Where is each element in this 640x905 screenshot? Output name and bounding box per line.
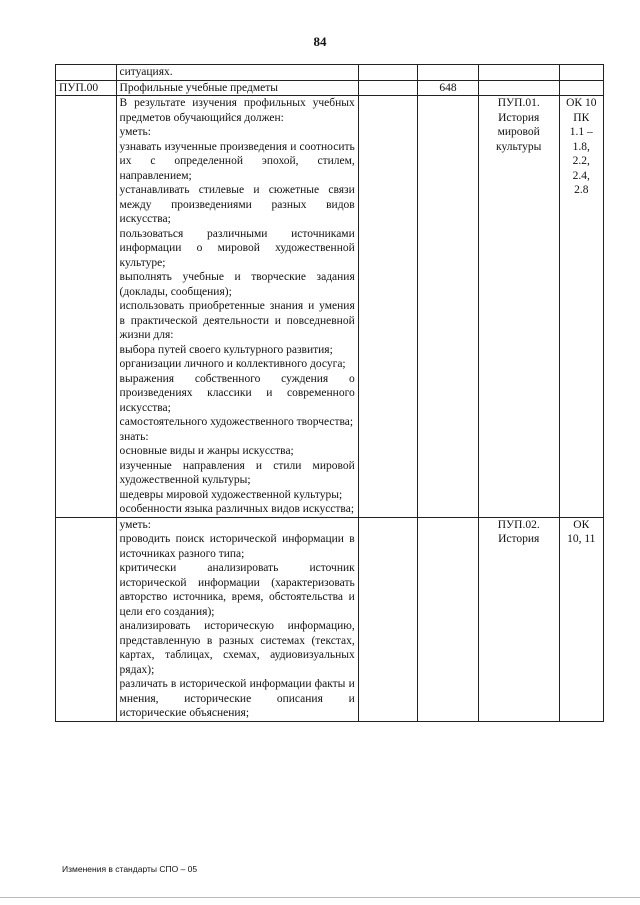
competence-line: 10, 11 — [567, 533, 596, 545]
content-line: ситуациях. — [119, 66, 173, 78]
row-reference-cell — [478, 96, 559, 518]
competence-line: 2.2, — [572, 155, 590, 167]
competence-line: ОК — [573, 518, 590, 531]
row-col3-cell — [358, 65, 418, 81]
reference-line: ПУП.01. — [497, 97, 540, 109]
competence-line: 1.1 – — [569, 126, 593, 138]
reference-line: История — [498, 111, 540, 124]
content-line: В результате изучения профильных учебных предметов обучающийся должен: — [119, 97, 355, 124]
reference-line: мировой — [497, 126, 540, 138]
content-line: особенности языка различных видов искусства; — [119, 503, 355, 515]
page-bottom-edge — [0, 897, 640, 898]
table-row — [56, 96, 604, 518]
content-line: пользоваться различными источниками информации о мировой художественной культуре; — [119, 227, 355, 269]
row-col3-cell — [358, 80, 418, 96]
row-content-cell — [116, 96, 358, 518]
competence-line: 2.8 — [574, 184, 589, 196]
content-line: основные виды и жанры искусства; — [119, 445, 294, 457]
content-line: проводить поиск исторической информации в источниках разного типа; — [119, 533, 355, 560]
row-col3-cell — [358, 96, 418, 518]
content-line: анализировать историческую информацию, представленную в разных системах (текстах, картах, таблицах, схемах, аудиовизуальных рядах); — [119, 620, 355, 676]
row-competence-cell — [559, 65, 603, 81]
row-content-cell — [116, 80, 358, 96]
content-line: уметь: — [119, 518, 151, 531]
row-reference-cell — [478, 517, 559, 721]
content-line: различать в исторической информации факты и мнения, исторические описания и исторические объяснения; — [119, 678, 355, 719]
content-line: Профильные учебные предметы — [119, 81, 278, 94]
reference-line: История — [498, 533, 540, 545]
content-line: выполнять учебные и творческие задания (доклады, сообщения); — [119, 271, 355, 298]
row-code-cell: ПУП.00 — [56, 80, 117, 96]
page-number: 84 — [313, 34, 327, 49]
table-row — [56, 517, 604, 721]
content-line: выбора путей своего культурного развития; — [119, 343, 333, 356]
competence-line: 2.4, — [572, 169, 590, 182]
row-code-cell — [56, 517, 117, 721]
content-line: организации личного и коллективного досуга; — [119, 358, 346, 370]
row-competence-cell — [559, 517, 603, 721]
content-line: самостоятельного художественного творчества; — [119, 416, 354, 428]
table-row — [56, 80, 604, 96]
row-content-cell — [116, 65, 358, 81]
content-line: знать: — [119, 430, 149, 443]
content-line: узнавать изученные произведения и соотносить их с определенной эпохой, стилем, направлением; — [119, 140, 355, 182]
row-competence-cell — [559, 80, 603, 96]
row-code-cell — [56, 96, 117, 518]
content-line: изученные направления и стили мировой художественной культуры; — [119, 459, 355, 486]
table-row — [56, 65, 604, 81]
row-competence-cell — [559, 96, 603, 518]
row-content-cell — [116, 517, 358, 721]
content-line: уметь: — [119, 126, 151, 138]
content-line: шедевры мировой художественной культуры; — [119, 488, 343, 501]
content-line: использовать приобретенные знания и умения в практической деятельности и повседневной жизни для: — [119, 300, 355, 341]
row-code-cell — [56, 65, 117, 81]
row-hours-cell — [418, 96, 479, 518]
reference-line: ПУП.02. — [497, 518, 540, 531]
row-hours-cell: 648 — [418, 80, 479, 96]
content-line: выражения собственного суждения о произведениях классики и современного искусства; — [119, 372, 355, 414]
row-hours-cell — [418, 517, 479, 721]
row-reference-cell — [478, 65, 559, 81]
competence-line: ПК — [573, 111, 590, 124]
row-col3-cell — [358, 517, 418, 721]
footer-note: Изменения в стандарты СПО – 05 — [62, 864, 198, 874]
row-hours-cell — [418, 65, 479, 81]
curriculum-table — [55, 64, 604, 722]
competence-line: ОК 10 — [566, 97, 597, 109]
row-reference-cell — [478, 80, 559, 96]
content-line: критически анализировать источник исторической информации (характеризовать авторство источника, время, обстоятельства и цели его создания); — [119, 562, 355, 618]
content-line: устанавливать стилевые и сюжетные связи между произведениями разных видов искусства; — [119, 184, 355, 225]
reference-line: культуры — [496, 140, 542, 153]
competence-line: 1.8, — [572, 140, 590, 153]
